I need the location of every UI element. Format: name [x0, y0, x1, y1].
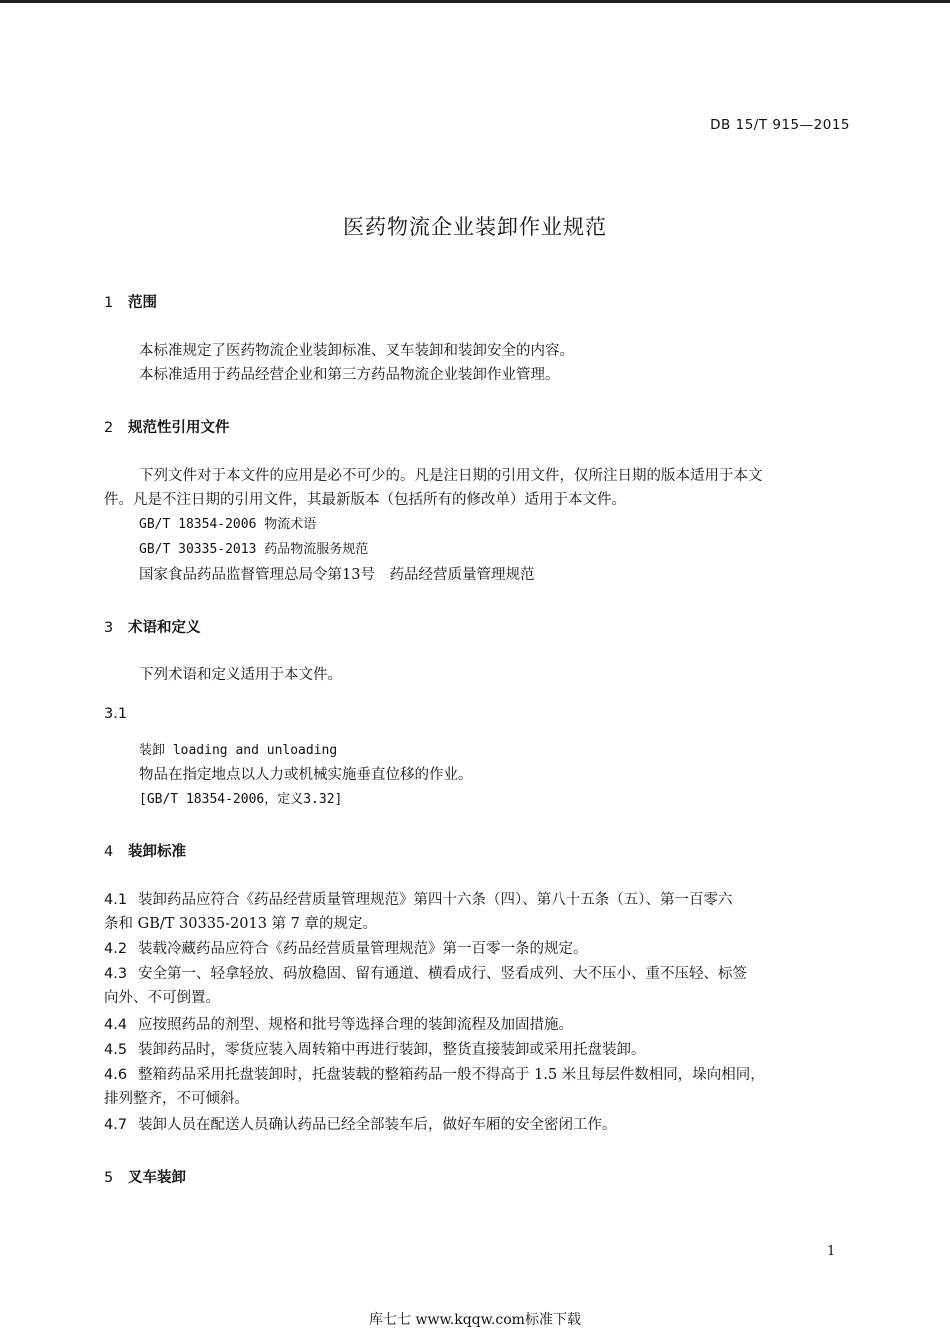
clause-text: 安全第一、轻拿轻放、码放稳固、留有通道、横看成行、竖看成列、大不压小、重不压轻、标签: [138, 966, 747, 982]
clause-text: 装卸药品应符合《药品经营质量管理规范》第四十六条（四）、第八十五条（五）、第一百零六: [138, 892, 733, 908]
section-title: 范围: [128, 295, 157, 311]
clause-text: 装卸人员在配送人员确认药品已经全部装车后，做好车厢的安全密闭工作。: [138, 1117, 617, 1133]
clause-4-6: [104, 1063, 856, 1087]
top-border: [0, 0, 950, 3]
clause-number: 4.2: [104, 941, 128, 957]
clause-4-3: [104, 962, 856, 986]
clause-number: 4.4: [104, 1017, 128, 1033]
section-3-heading: [104, 616, 201, 637]
section-title: 叉车装卸: [128, 1170, 186, 1186]
clause-text: 整箱药品采用托盘装卸时，托盘装载的整箱药品一般不得高于 1.5 米且每层件数相同，垛向相同，: [138, 1067, 765, 1083]
clause-text: 应按照药品的剂型、规格和批号等选择合理的装卸流程及加固措施。: [138, 1017, 573, 1033]
clause-number: 4.7: [104, 1117, 128, 1133]
clause-number: 4.6: [104, 1067, 128, 1083]
paragraph-line: 下列文件对于本文件的应用是必不可少的。凡是注日期的引用文件，仅所注日期的版本适用于本文: [139, 468, 763, 484]
section-number: 1: [104, 295, 114, 311]
paragraph: 本标准适用于药品经营企业和第三方药品物流企业装卸作业管理。: [139, 367, 560, 383]
standard-number: DB 15/T 915—2015: [710, 117, 850, 133]
clause-4-4: [104, 1013, 856, 1037]
section-number: 4: [104, 844, 114, 860]
document-title: 医药物流企业装卸作业规范: [343, 215, 607, 239]
section-title: 装卸标准: [128, 844, 186, 860]
clause-4-1-cont: 条和 GB/T 30335-2013 第 7 章的规定。: [104, 916, 377, 932]
section-number: 3: [104, 620, 114, 636]
section-number: 5: [104, 1170, 114, 1186]
section-2-heading: [104, 416, 230, 437]
clause-4-2: [104, 937, 856, 961]
reference-item: GB/T 18354-2006 物流术语: [139, 517, 317, 532]
section-4-heading: [104, 840, 186, 861]
term-source: [GB/T 18354-2006，定义3.32]: [139, 792, 343, 807]
subsection-number: 3.1: [104, 706, 128, 722]
section-1-heading: [104, 291, 157, 312]
term-definition: 物品在指定地点以人力或机械实施垂直位移的作业。: [139, 767, 473, 783]
paragraph-line: 件。凡是不注日期的引用文件，其最新版本（包括所有的修改单）适用于本文件。: [104, 492, 626, 508]
clause-4-6-cont: 排列整齐，不可倾斜。: [104, 1091, 249, 1107]
section-5-heading: [104, 1166, 186, 1187]
clause-4-5: [104, 1038, 856, 1062]
clause-4-7: [104, 1113, 856, 1137]
section-number: 2: [104, 420, 114, 436]
reference-item: 国家食品药品监督管理总局令第13号 药品经营质量管理规范: [139, 567, 535, 583]
section-title: 术语和定义: [128, 620, 201, 636]
reference-item: GB/T 30335-2013 药品物流服务规范: [139, 542, 369, 557]
paragraph: 本标准规定了医药物流企业装卸标准、叉车装卸和装卸安全的内容。: [139, 343, 574, 359]
clause-text: 装卸药品时，零货应装入周转箱中再进行装卸，整货直接装卸或采用托盘装卸。: [138, 1042, 646, 1058]
clause-4-1: [104, 888, 856, 912]
clause-number: 4.5: [104, 1042, 128, 1058]
clause-number: 4.1: [104, 892, 128, 908]
footer-watermark: 库七七 www.kqqw.com标准下载: [369, 1312, 581, 1328]
section-title: 规范性引用文件: [128, 420, 230, 436]
page-number: 1: [827, 1244, 836, 1259]
term: 装卸 loading and unloading: [139, 743, 338, 758]
paragraph: 下列术语和定义适用于本文件。: [139, 667, 342, 683]
clause-4-3-cont: 向外、不可倒置。: [104, 990, 220, 1006]
clause-number: 4.3: [104, 966, 128, 982]
clause-text: 装载冷藏药品应符合《药品经营质量管理规范》第一百零一条的规定。: [138, 941, 588, 957]
